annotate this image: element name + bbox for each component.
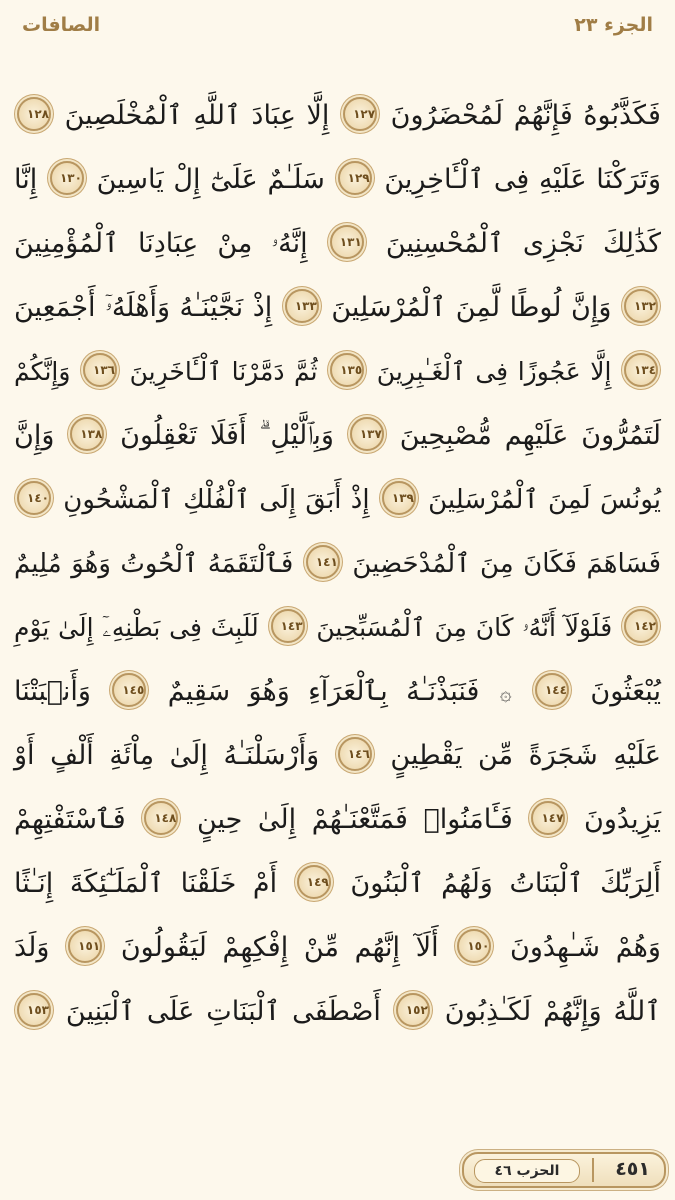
verse-text: لَتَمُرُّونَ عَلَيْهِم مُّصْبِحِينَ bbox=[399, 420, 662, 451]
ayah-number-marker: ١٣٥ bbox=[330, 353, 364, 387]
page-header bbox=[0, 0, 675, 60]
verse-text: إِذْ أَبَقَ إِلَى ٱلْفُلْكِ ٱلْمَشْحُونِ bbox=[63, 485, 370, 515]
text-line bbox=[14, 980, 661, 1044]
ayah-number-marker: ١٣٦ bbox=[83, 353, 117, 387]
verse-text: فَنَبَذْنَـٰهُ بِٱلْعَرَآءِ وَهُوَ سَقِيمٌ bbox=[167, 676, 480, 707]
ayah-number-marker: ١٣٣ bbox=[285, 289, 319, 323]
text-line bbox=[14, 468, 661, 532]
verse-text: وَهُمْ شَـٰهِدُونَ bbox=[510, 932, 661, 963]
ayah-number-marker: ١٥١ bbox=[68, 929, 102, 963]
text-line bbox=[14, 596, 661, 660]
ayah-number-marker: ١٤٣ bbox=[271, 609, 305, 643]
ayah-number-marker: ١٣٠ bbox=[50, 161, 84, 195]
text-line bbox=[14, 852, 661, 916]
verse-text: سَلَـٰمٌ عَلَىٰٓ إِلْ يَاسِينَ bbox=[96, 164, 325, 195]
text-line bbox=[14, 916, 661, 980]
verse-text: وَإِنَّ لُوطًا لَّمِنَ ٱلْمُرْسَلِينَ bbox=[331, 292, 612, 323]
verse-text: إِلَّا عَجُوزًا فِى ٱلْغَـٰبِرِينَ bbox=[376, 357, 612, 386]
verse-text: إِنَّهُۥ مِنْ عِبَادِنَا ٱلْمُؤْمِنِينَ bbox=[14, 228, 308, 259]
text-line bbox=[14, 276, 661, 340]
ayah-number-marker: ١٤٩ bbox=[297, 865, 331, 899]
text-line bbox=[14, 660, 661, 724]
verse-text: أَلَآ إِنَّهُم مِّنْ إِفْكِهِمْ لَيَقُولُونَ bbox=[120, 932, 439, 963]
verse-text: وَإِنَّكُمْ bbox=[14, 357, 71, 386]
ayah-number-marker: ١٥٠ bbox=[457, 929, 491, 963]
verse-text: فَٱسْتَفْتِهِمْ bbox=[14, 804, 126, 835]
verse-text: فَكَذَّبُوهُ فَإِنَّهُمْ لَمُحْضَرُونَ bbox=[390, 100, 661, 131]
verse-text: ٱللَّهُ وَإِنَّهُمْ لَكَـٰذِبُونَ bbox=[444, 996, 661, 1027]
text-line bbox=[14, 788, 661, 852]
verse-text: وَلَدَ bbox=[14, 932, 50, 963]
verse-text: لَلَبِثَ فِى بَطْنِهِۦٓ إِلَىٰ يَوْمِ bbox=[14, 613, 259, 642]
surah-name: الصافات bbox=[22, 14, 101, 36]
verse-text: وَتَرَكْنَا عَلَيْهِ فِى ٱلْـَٔاخِرِينَ bbox=[384, 164, 661, 195]
text-line bbox=[14, 532, 661, 596]
verse-text: وَبِٱلَّيْلِ ۗ أَفَلَا تَعْقِلُونَ bbox=[120, 420, 334, 451]
verse-text: كَذَٰلِكَ نَجْزِى ٱلْمُحْسِنِينَ bbox=[385, 228, 661, 259]
verse-text: وَأَرْسَلْنَـٰهُ إِلَىٰ مِاْئَةِ أَلْفٍ أَوْ bbox=[14, 740, 320, 771]
verse-text: فَـَٔامَنُوا۟ فَمَتَّعْنَـٰهُمْ إِلَىٰ حِينٍ bbox=[196, 804, 513, 835]
verse-text: فَٱلْتَقَمَهُ ٱلْحُوتُ وَهُوَ مُلِيمٌ bbox=[14, 549, 294, 579]
hizb-label: الحزب ٤٦ bbox=[474, 1159, 580, 1183]
text-line bbox=[14, 84, 661, 148]
ayah-number-marker: ١٤٢ bbox=[624, 609, 658, 643]
ayah-number-marker: ١٣٨ bbox=[70, 417, 104, 451]
ayah-number-marker: ١٢٧ bbox=[343, 97, 377, 131]
ayah-number-marker: ١٤٧ bbox=[531, 801, 565, 835]
ayah-number-marker: ١٣٩ bbox=[382, 481, 416, 515]
verse-text: فَلَوْلَآ أَنَّهُۥ كَانَ مِنَ ٱلْمُسَبِّحِينَ bbox=[316, 613, 613, 642]
ayah-number-marker: ١٤٠ bbox=[17, 481, 51, 515]
footer-page-info bbox=[462, 1152, 666, 1188]
verse-text: يَزِيدُونَ bbox=[584, 804, 662, 835]
ayah-number-marker: ١٢٩ bbox=[338, 161, 372, 195]
ayah-number-marker: ١٥٢ bbox=[396, 993, 430, 1027]
verse-text: يُبْعَثُونَ bbox=[590, 676, 661, 707]
text-line bbox=[14, 724, 661, 788]
page-number: ٤٥١ bbox=[615, 1158, 650, 1180]
ayah-number-marker: ١٣٢ bbox=[624, 289, 658, 323]
mushaf-page-text bbox=[14, 84, 661, 1134]
ayah-number-marker: ١٤٥ bbox=[112, 673, 146, 707]
text-line bbox=[14, 340, 661, 404]
verse-text: أَمْ خَلَقْنَا ٱلْمَلَـٰٓئِكَةَ إِنَـٰثًا bbox=[14, 868, 278, 899]
footer-divider bbox=[592, 1158, 594, 1182]
verse-text: إِذْ نَجَّيْنَـٰهُ وَأَهْلَهُۥٓ أَجْمَعِينَ bbox=[14, 292, 273, 323]
verse-text: فَسَاهَمَ فَكَانَ مِنَ ٱلْمُدْحَضِينَ bbox=[352, 549, 662, 579]
ayah-number-marker: ١٥٣ bbox=[17, 993, 51, 1027]
verse-text: إِنَّا bbox=[14, 164, 38, 195]
text-line bbox=[14, 148, 661, 212]
ayah-number-marker: ١٤٤ bbox=[535, 673, 569, 707]
ayah-number-marker: ١٣٧ bbox=[350, 417, 384, 451]
ayah-number-marker: ١٤٦ bbox=[338, 737, 372, 771]
verse-text: وَأَنۢبَتْنَا bbox=[14, 676, 91, 707]
ayah-number-marker: ١٤١ bbox=[306, 545, 340, 579]
verse-text: أَصْطَفَى ٱلْبَنَاتِ عَلَى ٱلْبَنِينَ bbox=[65, 996, 381, 1027]
text-line bbox=[14, 212, 661, 276]
quarter-hizb-mark: ۞ bbox=[499, 681, 512, 705]
text-line bbox=[14, 404, 661, 468]
ayah-number-marker: ١٢٨ bbox=[17, 97, 51, 131]
verse-text: ثُمَّ دَمَّرْنَا ٱلْـَٔاخَرِينَ bbox=[129, 357, 318, 386]
verse-text: وَإِنَّ bbox=[14, 420, 55, 451]
ayah-number-marker: ١٣٤ bbox=[624, 353, 658, 387]
verse-text: أَلِرَبِّكَ ٱلْبَنَاتُ وَلَهُمُ ٱلْبَنُونَ bbox=[350, 868, 661, 899]
juz-label: الجزء ٢٣ bbox=[574, 14, 653, 36]
verse-text: إِلَّا عِبَادَ ٱللَّهِ ٱلْمُخْلَصِينَ bbox=[64, 100, 330, 131]
ayah-number-marker: ١٣١ bbox=[330, 225, 364, 259]
page-footer bbox=[0, 1150, 675, 1190]
verse-text: عَلَيْهِ شَجَرَةً مِّن يَقْطِينٍ bbox=[390, 740, 661, 771]
ayah-number-marker: ١٤٨ bbox=[144, 801, 178, 835]
verse-text: يُونُسَ لَمِنَ ٱلْمُرْسَلِينَ bbox=[428, 485, 662, 515]
